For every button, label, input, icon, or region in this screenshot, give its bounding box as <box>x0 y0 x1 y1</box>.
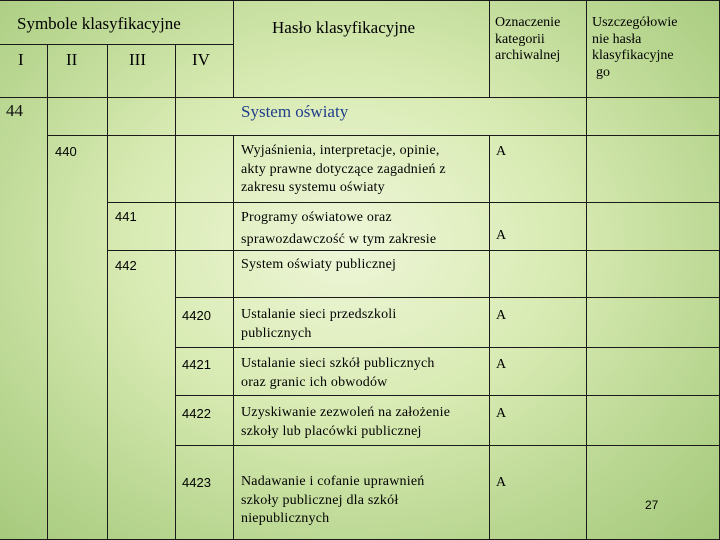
row-4422-category: A <box>496 406 507 421</box>
col-divider-category-detail <box>586 0 587 540</box>
row-442-text: System oświaty publicznej <box>241 257 397 272</box>
col-divider-IV-password <box>233 0 234 97</box>
detail-header: Uszczegółowie nie hasła klasyfikacyjne go <box>592 15 678 80</box>
level-IV-header: IV <box>192 50 210 69</box>
row-440-category: A <box>496 144 507 159</box>
row-4423-text: Nadawanie i cofanie uprawnień szkoły publicznej dla szkół niepublicznych <box>241 474 425 526</box>
row-441-code: 441 <box>115 209 137 224</box>
col-divider-II-III <box>107 44 108 540</box>
symbols-header: Symbole klasyfikacyjne <box>17 14 181 33</box>
row-441-category: A <box>496 228 507 243</box>
row-44-bottom-line <box>47 135 720 136</box>
row-44-code: 44 <box>6 101 23 120</box>
row-440-text: Wyjaśnienia, interpretacje, opinie, akty prawne dotyczące zagadnień z zakresu systemu oświaty <box>241 143 446 195</box>
page-number: 27 <box>645 498 659 512</box>
row-440-bottom-line <box>107 202 720 203</box>
row-4422-code: 4422 <box>182 406 211 421</box>
col-divider-IV-password-body <box>233 135 234 540</box>
row-44-title: System oświaty <box>241 102 349 121</box>
col-divider-I-II <box>47 44 48 540</box>
row-4421-code: 4421 <box>182 357 211 372</box>
level-III-header: III <box>129 50 146 69</box>
col-divider-password-category-body <box>489 135 490 540</box>
row-440-code: 440 <box>55 144 77 159</box>
row-441-text: Programy oświatowe oraz sprawozdawczość w tym zakresie <box>241 210 437 247</box>
col-divider-password-category <box>489 0 490 97</box>
row-4421-bottom-line <box>175 395 720 396</box>
header-divider <box>0 44 233 45</box>
row-4420-code: 4420 <box>182 308 211 323</box>
password-header: Hasło klasyfikacyjne <box>272 18 416 37</box>
row-4421-text: Ustalanie sieci szkół publicznych oraz granic ich obwodów <box>241 356 435 390</box>
row-4422-text: Uzyskiwanie zezwoleń na założenie szkoły lub placówki publicznej <box>241 405 451 439</box>
row-442-bottom-line <box>175 297 720 298</box>
row-4420-text: Ustalanie sieci przedszkoli publicznych <box>241 307 397 341</box>
row-442-code: 442 <box>115 258 137 273</box>
category-header: Oznaczenie kategorii archiwalnej <box>495 15 561 63</box>
row-4423-code: 4423 <box>182 475 211 490</box>
row-4422-bottom-line <box>175 445 720 446</box>
table-border-top <box>0 0 720 1</box>
row-4420-category: A <box>496 308 507 323</box>
row-4421-category: A <box>496 357 507 372</box>
row-4420-bottom-line <box>175 347 720 348</box>
col-divider-III-IV <box>175 44 176 540</box>
row-4423-category: A <box>496 475 507 490</box>
level-II-header: II <box>66 50 78 69</box>
level-I-header: I <box>18 50 24 69</box>
header-bottom-line <box>0 97 720 98</box>
